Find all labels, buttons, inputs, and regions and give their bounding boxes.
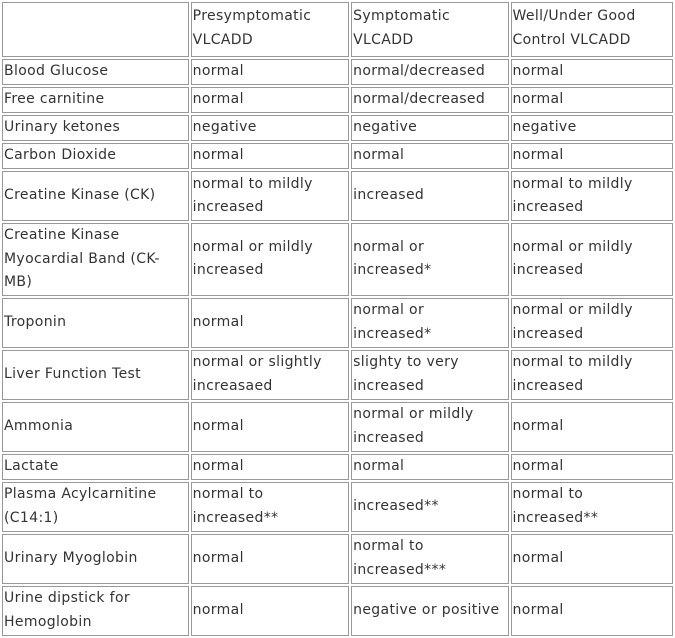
header-cell-well-controlled: Well/Under Good Control VLCADD: [511, 2, 674, 57]
table-row: [2, 534, 673, 584]
table-cell: negative or positive: [351, 586, 508, 636]
table-row: [2, 454, 673, 480]
table-cell: normal to mildly increased: [511, 171, 674, 221]
table-cell: normal to mildly increased: [511, 350, 674, 400]
row-label: Free carnitine: [2, 87, 189, 113]
table-cell: normal or mildly increased: [351, 402, 508, 452]
table-cell: normal to increased**: [191, 482, 349, 532]
table-cell: normal to mildly increased: [191, 171, 349, 221]
table-row: [2, 586, 673, 636]
table-cell: normal: [191, 87, 349, 113]
table-row: [2, 350, 673, 400]
table-cell: normal/decreased: [351, 87, 508, 113]
table-cell: normal or increased*: [351, 298, 508, 348]
table-cell: increased: [351, 171, 508, 221]
table-cell: negative: [351, 115, 508, 141]
row-label: Troponin: [2, 298, 189, 348]
row-label: Creatine Kinase Myocardial Band (CK-MB): [2, 223, 189, 296]
table-row: [2, 143, 673, 169]
table-header-row: [2, 2, 673, 57]
table-cell: normal: [191, 586, 349, 636]
table-cell: normal: [351, 454, 508, 480]
table-cell: normal: [511, 534, 674, 584]
table-cell: normal to increased***: [351, 534, 508, 584]
table-cell: normal or increased*: [351, 223, 508, 296]
table-cell: negative: [191, 115, 349, 141]
row-label: Creatine Kinase (CK): [2, 171, 189, 221]
table-cell: normal: [511, 402, 674, 452]
row-label: Blood Glucose: [2, 59, 189, 85]
table-cell: normal: [191, 143, 349, 169]
row-label: Carbon Dioxide: [2, 143, 189, 169]
header-cell-symptomatic: Symptomatic VLCADD: [351, 2, 508, 57]
table-row: [2, 115, 673, 141]
row-label: Liver Function Test: [2, 350, 189, 400]
row-label: Ammonia: [2, 402, 189, 452]
table-cell: normal: [191, 402, 349, 452]
table-cell: normal: [511, 143, 674, 169]
table-cell: normal: [191, 59, 349, 85]
table-cell: normal/decreased: [351, 59, 508, 85]
table-cell: increased**: [351, 482, 508, 532]
table-cell: negative: [511, 115, 674, 141]
table-cell: normal or mildly increased: [191, 223, 349, 296]
table-cell: normal: [511, 454, 674, 480]
header-cell-empty: [2, 2, 189, 57]
table-row: [2, 171, 673, 221]
table-cell: normal: [191, 454, 349, 480]
table-row: [2, 223, 673, 296]
table-row: [2, 402, 673, 452]
table-row: [2, 298, 673, 348]
header-cell-presymptomatic: Presymptomatic VLCADD: [191, 2, 349, 57]
table-cell: normal or mildly increased: [511, 223, 674, 296]
table-cell: slighty to very increased: [351, 350, 508, 400]
table-cell: normal or slightly increasaed: [191, 350, 349, 400]
table-cell: normal: [511, 59, 674, 85]
table-cell: normal: [511, 87, 674, 113]
table-cell: normal: [191, 534, 349, 584]
table-row: [2, 482, 673, 532]
row-label: Plasma Acylcarnitine (C14:1): [2, 482, 189, 532]
row-label: Lactate: [2, 454, 189, 480]
table-cell: normal: [511, 586, 674, 636]
table-row: [2, 87, 673, 113]
row-label: Urine dipstick for Hemoglobin: [2, 586, 189, 636]
table-cell: normal: [191, 298, 349, 348]
table-cell: normal to increased**: [511, 482, 674, 532]
table-cell: normal: [351, 143, 508, 169]
table-cell: normal or mildly increased: [511, 298, 674, 348]
table-row: [2, 59, 673, 85]
row-label: Urinary ketones: [2, 115, 189, 141]
row-label: Urinary Myoglobin: [2, 534, 189, 584]
